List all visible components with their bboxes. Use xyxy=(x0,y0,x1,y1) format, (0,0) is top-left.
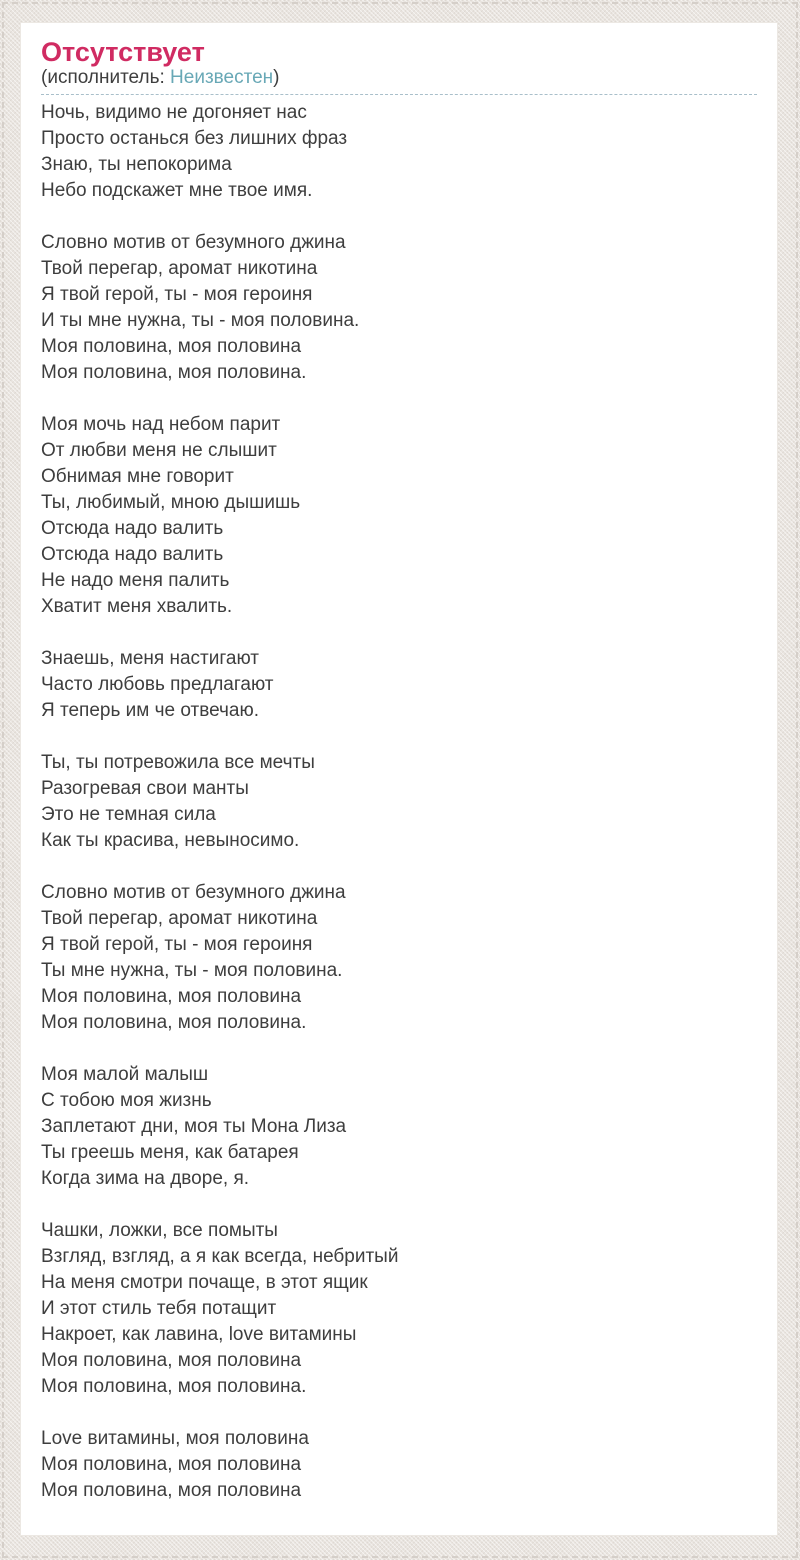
lyrics-verse: Ночь, видимо не догоняет нас Просто останься без лишних фраз Знаю, ты непокорима Небо подскажет мне твое имя. xyxy=(41,102,348,201)
lyrics-verse: Чашки, ложки, все помыты Взгляд, взгляд, а я как всегда, небритый На меня смотри почаще, в этот ящик И этот стиль тебя потащит Накроет, как лавина, love витамины Моя половина, моя половина Моя половина, моя половина. xyxy=(41,1220,399,1397)
artist-label: (исполнитель: xyxy=(41,67,171,88)
lyrics-text xyxy=(41,95,757,1504)
lyrics-verse: Моя мочь над небом парит От любви меня не слышит Обнимая мне говорит Ты, любимый, мною дышишь Отсюда надо валить Отсюда надо валить Не надо меня палить Хватит меня хвалить. xyxy=(41,414,301,617)
artist-link[interactable]: Неизвестен xyxy=(170,67,274,88)
lyrics-verse: Love витамины, моя половина Моя половина, моя половина Моя половина, моя половина xyxy=(41,1428,309,1501)
artist-line xyxy=(41,68,757,95)
page-title: Отсутствует xyxy=(41,37,205,67)
lyrics-card xyxy=(20,22,778,1536)
lyrics-verse: Словно мотив от безумного джина Твой перегар, аромат никотина Я твой герой, ты - моя героиня И ты мне нужна, ты - моя половина. Моя половина, моя половина Моя половина, моя половина. xyxy=(41,232,360,383)
lyrics-verse: Ты, ты потревожила все мечты Разогревая свои манты Это не темная сила Как ты красива, невыносимо. xyxy=(41,752,315,851)
lyrics-verse: Словно мотив от безумного джина Твой перегар, аромат никотина Я твой герой, ты - моя героиня Ты мне нужна, ты - моя половина. Моя половина, моя половина Моя половина, моя половина. xyxy=(41,882,346,1033)
artist-line-close: ) xyxy=(273,67,280,88)
lyrics-verse: Знаешь, меня настигают Часто любовь предлагают Я теперь им че отвечаю. xyxy=(41,648,274,721)
lyrics-verse: Моя малой малыш С тобою моя жизнь Заплетают дни, моя ты Мона Лиза Ты греешь меня, как батарея Когда зима на дворе, я. xyxy=(41,1064,347,1189)
